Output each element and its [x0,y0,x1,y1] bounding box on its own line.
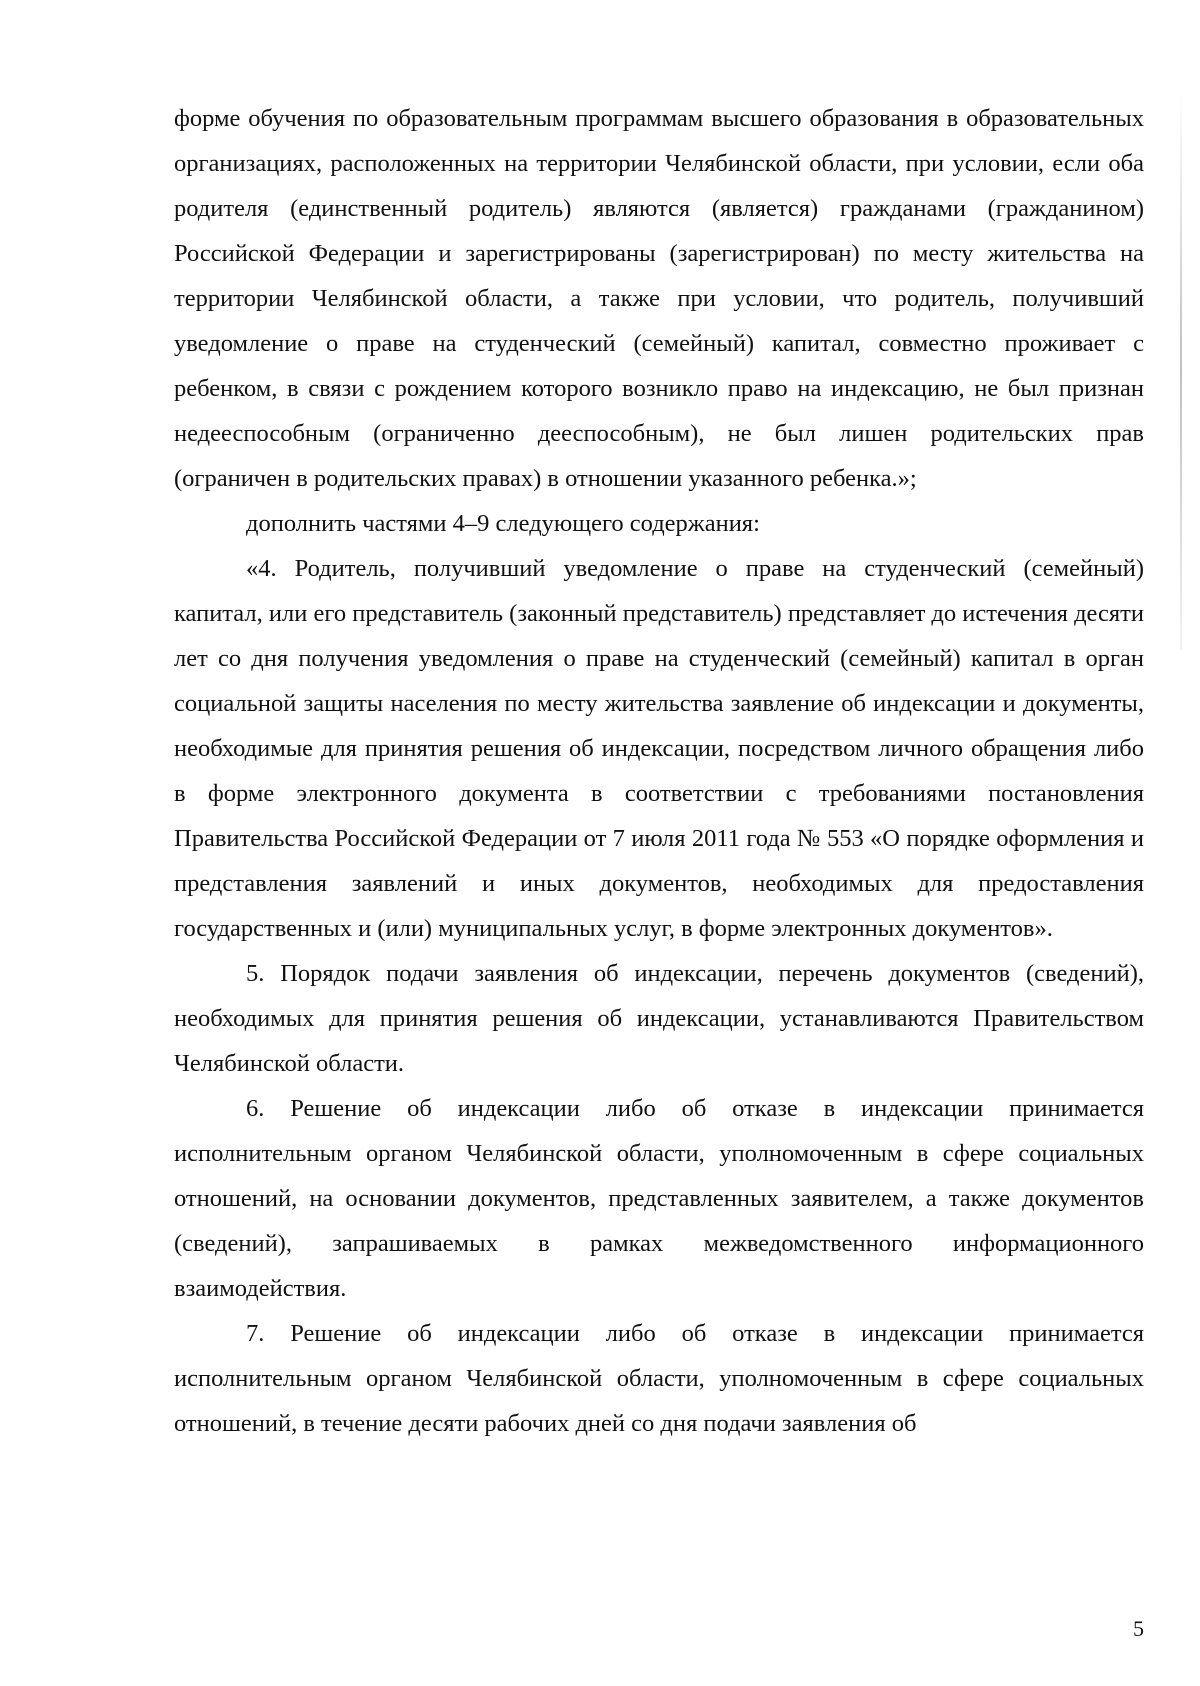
scan-edge-mark [1180,90,1182,650]
paragraph-part-7: 7. Решение об индексации либо об отказе в индексации принимается исполнительным органом Челябинской области, уполномоченным в сфере социальных отношений, в течение десяти рабочих дней со дня подачи заявления об [174,1320,1144,1437]
page-number: 5 [1133,1616,1144,1641]
paragraph-part-4: «4. Родитель, получивший уведомление о праве на студенческий (семейный) капитал, или его представитель (законный представитель) представляет до истечения десяти лет со дня получения уведомления о праве на студенческий (семейный) капитал в орган социальной защиты населения по месту жительства заявление об индексации и документы, необходимые для принятия решения об индексации, посредством личного обращения либо в форме электронного документа в соответствии с требованиями постановления Правительства Российской Федерации от 7 июля 2011 года № 553 «О порядке оформления и представления заявлений и иных документов, необходимых для предоставления государственных и (или) муниципальных услуг, в форме электронных документов». [174,555,1144,942]
paragraph-part-5: 5. Порядок подачи заявления об индексации, перечень документов (сведений), необходимых для принятия решения об индексации, устанавливаются Правительством Челябинской области. [174,960,1144,1077]
paragraph-amendment-intro: дополнить частями 4–9 следующего содержания: [246,510,760,537]
paragraph-part-6: 6. Решение об индексации либо об отказе в индексации принимается исполнительным органом Челябинской области, уполномоченным в сфере социальных отношений, на основании документов, представленных заявителем, а также документов (сведений), запрашиваемых в рамках межведомственного информационного взаимодействия. [174,1095,1144,1302]
paragraph-continuation: форме обучения по образовательным программам высшего образования в образовательных организациях, расположенных на территории Челябинской области, при условии, если оба родителя (единственный родитель) являются (является) гражданами (гражданином) Российской Федерации и зарегистрированы (зарегистрирован) по месту жительства на территории Челябинской области, а также при условии, что родитель, получивший уведомление о праве на студенческий (семейный) капитал, совместно проживает с ребенком, в связи с рождением которого возникло право на индексацию, не был признан недееспособным (ограниченно дееспособным), не был лишен родительских прав (ограничен в родительских правах) в отношении указанного ребенка.»; [174,105,1144,492]
document-body [174,96,1144,1446]
